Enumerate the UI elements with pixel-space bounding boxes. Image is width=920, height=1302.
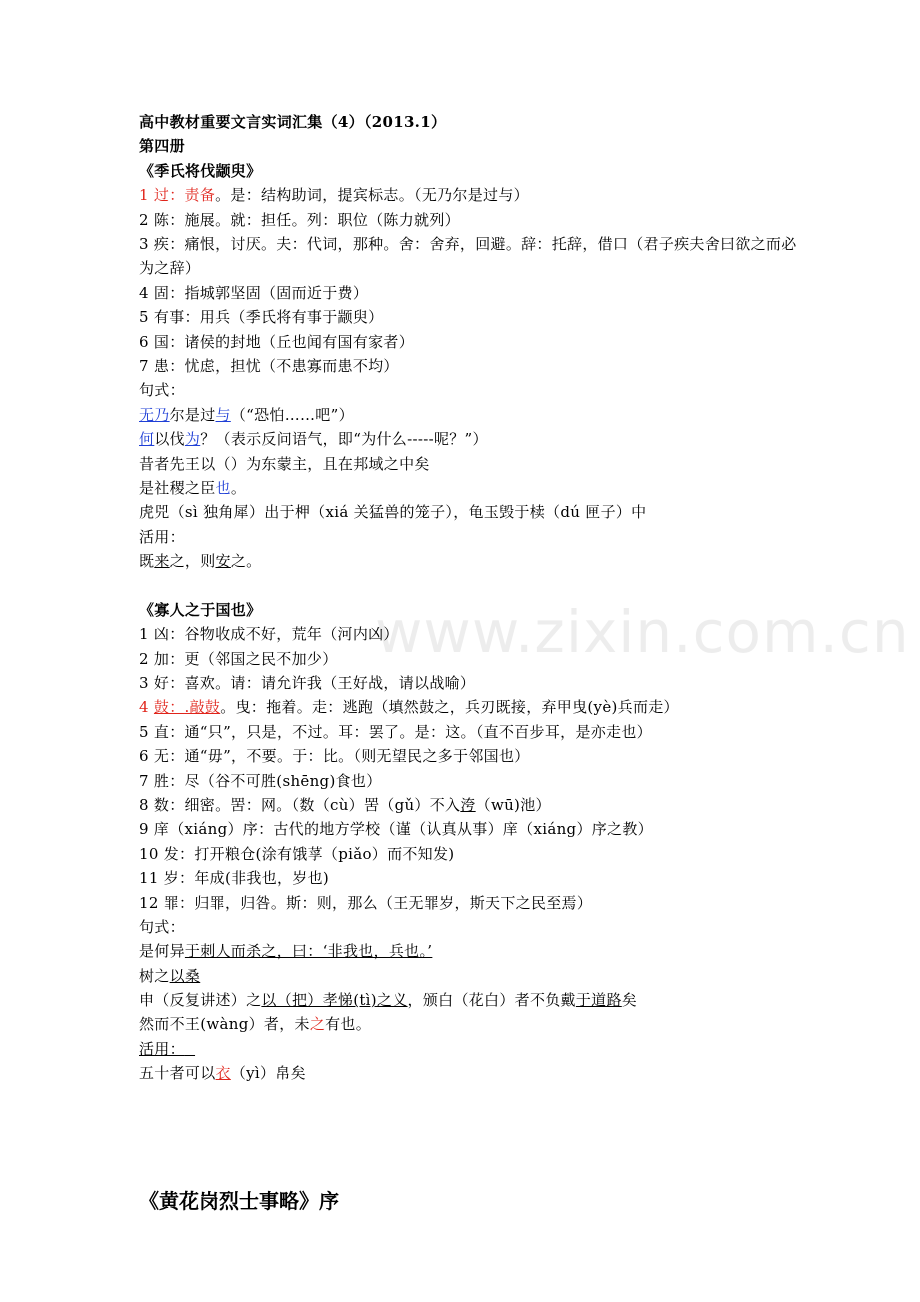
text: 以伐 (154, 430, 185, 449)
entry-3: 3 疾：痛恨，讨厌。夫：代词，那种。舍：舍弃，回避。辞：托辞，借口（君子疾夫舍曰欲之而必为之辞） (139, 234, 797, 278)
book-label: 第四册 (139, 137, 185, 156)
entry-4 (139, 695, 799, 719)
sentence-label: 句式： (139, 917, 185, 936)
text: 是何异 (139, 942, 185, 961)
text: 五十者可以 (139, 1064, 216, 1083)
entry-2: 2 陈：施展。就：担任。列：职位（陈力就列） (139, 210, 460, 229)
text: （yì）帛矣 (230, 1064, 306, 1083)
sentence-label: 句式： (139, 381, 185, 400)
section-title-guaren: 《寡人之于国也》 (139, 600, 262, 619)
text: 之，则 (169, 552, 216, 571)
entry-7: 7 胜：尽（谷不可胜(shēng)食也） (139, 771, 382, 790)
underlined: 安 (215, 552, 231, 571)
entry-1: 1 凶：谷物收成不好，荒年（河内凶） (139, 625, 399, 644)
sentence-4 (139, 1012, 799, 1036)
entry-9: 9 庠（xiáng）序：古代的地方学校（谨（认真从事）庠（xiáng）序之教） (139, 820, 653, 839)
blue-underlined: 为 (184, 430, 201, 449)
text: 然而不王(wàng）者，未 (139, 1015, 310, 1034)
usage-1 (139, 549, 799, 573)
sentence-5: 虎兕（sì 独角犀）出于柙（xiá 关猛兽的笼子），龟玉毁于椟（dú 匣子）中 (139, 503, 647, 522)
entry-4: 4 固：指城郭坚固（固而近于费） (139, 283, 369, 302)
entry-num: 1 (139, 186, 154, 205)
entry-2: 2 加：更（邻国之民不加少） (139, 649, 338, 668)
blue-underlined: 无乃 (139, 405, 170, 424)
text: 既 (139, 552, 155, 571)
blue-underlined: 与 (215, 405, 231, 424)
text: 8 数：细密。罟：网。（数（cù）罟（gǔ）不入 (139, 795, 461, 814)
blue-text: 也 (215, 478, 231, 497)
text: 申（反复讲述）之 (139, 991, 262, 1010)
text: 是社稷之臣 (139, 478, 216, 497)
text: 有也。 (325, 1015, 372, 1034)
doc-title: 高中教材重要文言实词汇集（4）（2013.1） (139, 113, 447, 131)
entry-5: 5 有事：用兵（季氏将有事于颛臾） (139, 308, 384, 327)
red-underlined: 衣 (215, 1064, 231, 1083)
underlined: 于道路 (575, 991, 622, 1010)
underlined: 活用： (139, 1039, 185, 1058)
text: （“恐怕……吧”） (230, 405, 354, 424)
blank-line (139, 573, 799, 597)
entry-text: 。曳：拖着。走：逃跑（填然鼓之，兵刃既接，弃甲曳(yè)兵而走） (220, 698, 679, 717)
usage-label: 活用： (139, 527, 185, 546)
entry-num: 4 (139, 698, 154, 717)
sentence-3: 昔者先王以（）为东蒙主，且在邦域之中矣 (139, 454, 430, 473)
blank-space (139, 1086, 799, 1134)
sentence-1 (139, 939, 799, 963)
underlined: 来 (154, 552, 170, 571)
text: ，颁白（花白）者不负戴 (407, 991, 576, 1010)
entry-3: 3 好：喜欢。请：请允许我（王好战，请以战喻） (139, 674, 476, 693)
underlined: 于刺人而杀之，曰：‘非我也，兵也。’ (184, 942, 433, 961)
section-title-huanghuagang: 《黄花岗烈士事略》序 (139, 1188, 339, 1213)
section-title-jishi: 《季氏将伐颛臾》 (139, 161, 262, 180)
blank-space (139, 1134, 799, 1182)
sentence-1 (139, 403, 799, 427)
entry-8 (139, 793, 799, 817)
usage-1 (139, 1061, 799, 1085)
underlined: 洿 (460, 795, 476, 814)
text: 尔是过 (169, 405, 216, 424)
text: 树之 (139, 966, 170, 985)
text: （wū)池） (475, 795, 551, 814)
red-text: 之 (309, 1015, 326, 1034)
document-body (139, 110, 799, 1216)
entry-6: 6 无：通“毋”，不要。于：比。（则无望民之多于邻国也） (139, 747, 530, 766)
highlight-red: 过：责备 (153, 186, 216, 205)
text: 矣 (621, 991, 638, 1010)
text: ？（表示反问语气，即“为什么-----呢？”） (200, 430, 488, 449)
entry-7: 7 患：忧虑，担忧（不患寡而患不均） (139, 356, 399, 375)
entry-6: 6 国：诸侯的封地（丘也闻有国有家者） (139, 332, 415, 351)
underlined: 以（把）孝悌(tì)之义 (261, 991, 408, 1010)
highlight-red: 鼓： (153, 698, 185, 717)
entry-10: 10 发：打开粮仓(涂有饿莩（piǎo）而不知发) (139, 844, 455, 863)
text: 。 (230, 478, 247, 497)
entry-5: 5 直：通“只”，只是，不过。耳：罢了。是：这。（直不百步耳，是亦走也） (139, 722, 652, 741)
entry-11: 11 岁：年成(非我也，岁也) (139, 869, 330, 888)
highlight-red: .敲鼓 (184, 698, 221, 717)
entry-1 (139, 183, 799, 207)
sentence-2 (139, 964, 799, 988)
sentence-2 (139, 427, 799, 451)
entry-12: 12 罪：归罪，归咎。斯：则，那么（王无罪岁，斯天下之民至焉） (139, 893, 593, 912)
underlined: 以桑 (169, 966, 201, 985)
sentence-3 (139, 988, 799, 1012)
entry-text: 。是：结构助词，提宾标志。（无乃尔是过与） (215, 186, 529, 205)
usage-label (139, 1037, 799, 1061)
underline-tail (185, 1040, 195, 1058)
text: 之。 (230, 552, 262, 571)
blue-underlined: 何 (139, 430, 155, 449)
watermark: www.zixin.com.cn (375, 598, 910, 666)
sentence-4 (139, 476, 799, 500)
